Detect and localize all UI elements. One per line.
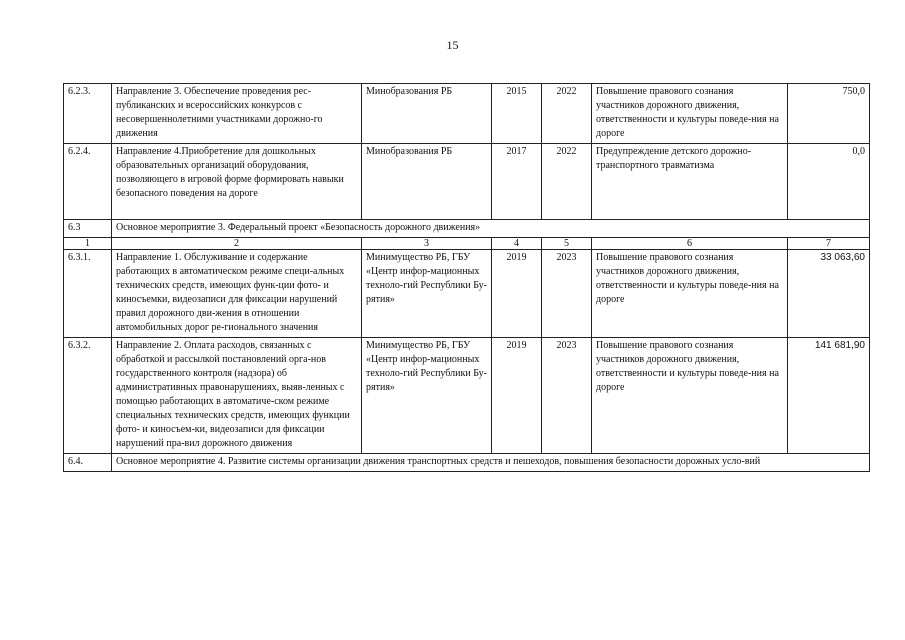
- row-result: Предупреждение детского дорожно-транспортного травматизма: [592, 144, 788, 220]
- row-result: Повышение правового сознания участников дорожного движения, ответственности и культуры поведе-ния на дороге: [592, 338, 788, 454]
- row-code: 6.3.2.: [64, 338, 112, 454]
- table-row: [64, 338, 870, 454]
- row-code: 6.3.1.: [64, 250, 112, 338]
- section-row: [64, 454, 870, 472]
- column-number: 4: [492, 238, 542, 250]
- row-result: Повышение правового сознания участников дорожного движения, ответственности и культуры поведе-ния на дороге: [592, 84, 788, 144]
- program-table: [63, 83, 870, 472]
- column-number: 6: [592, 238, 788, 250]
- row-end-year: 2022: [542, 84, 592, 144]
- row-amount: 141 681,90: [788, 338, 870, 454]
- row-name: Направление 1. Обслуживание и содержание работающих в автоматическом режиме специ-альных технических средств, имеющих функ-ции фото- и киносъемки, видеозаписи для фиксации нарушений правил дорожного дви-жения в отношении автомобильных дорог ре-гионального значения: [112, 250, 362, 338]
- row-start-year: 2019: [492, 338, 542, 454]
- section-row: [64, 220, 870, 238]
- row-start-year: 2017: [492, 144, 542, 220]
- column-number: 3: [362, 238, 492, 250]
- row-name: Направление 3. Обеспечение проведения рес-публиканских и всероссийских конкурсов с несовершеннолетними участниками дорожно-го движения: [112, 84, 362, 144]
- row-executor: Минимущество РБ, ГБУ «Центр инфор-мационных техноло-гий Республики Бу-рятия»: [362, 250, 492, 338]
- row-executor: Минобразования РБ: [362, 84, 492, 144]
- row-name: Направление 4.Приобретение для дошкольных образовательных организаций оборудования, позволяющего в игровой форме формировать навыки безопасного поведения на дороге: [112, 144, 362, 220]
- row-code: 6.2.4.: [64, 144, 112, 220]
- row-executor: Минимущество РБ, ГБУ «Центр инфор-мационных техноло-гий Республики Бу-рятия»: [362, 338, 492, 454]
- column-number: 1: [64, 238, 112, 250]
- row-start-year: 2015: [492, 84, 542, 144]
- section-code: 6.4.: [64, 454, 112, 472]
- row-end-year: 2023: [542, 250, 592, 338]
- section-title: Основное мероприятие 4. Развитие системы организации движения транспортных средств и пешеходов, повышения безопасности дорожных усло-вий: [112, 454, 870, 472]
- column-number: 2: [112, 238, 362, 250]
- column-number: 5: [542, 238, 592, 250]
- table-row: [64, 84, 870, 144]
- row-name: Направление 2. Оплата расходов, связанных с обработкой и рассылкой постановлений орга-нов государственного контроля (надзора) об административных правонарушениях, выяв-ленных с помощью работающих в автоматиче-ском режиме специальных технических средств, имеющих функции фото- и киносъем-ки, видеозаписи для фиксации нарушений пра-вил дорожного движения: [112, 338, 362, 454]
- row-result: Повышение правового сознания участников дорожного движения, ответственности и культуры поведе-ния на дороге: [592, 250, 788, 338]
- row-start-year: 2019: [492, 250, 542, 338]
- row-code: 6.2.3.: [64, 84, 112, 144]
- row-amount: 750,0: [788, 84, 870, 144]
- row-amount: 33 063,60: [788, 250, 870, 338]
- section-title: Основное мероприятие 3. Федеральный проект «Безопасность дорожного движения»: [112, 220, 870, 238]
- column-number: 7: [788, 238, 870, 250]
- row-amount: 0,0: [788, 144, 870, 220]
- row-executor: Минобразования РБ: [362, 144, 492, 220]
- page-number: 15: [446, 38, 459, 52]
- column-number-row: [64, 238, 870, 250]
- row-end-year: 2022: [542, 144, 592, 220]
- section-code: 6.3: [64, 220, 112, 238]
- row-end-year: 2023: [542, 338, 592, 454]
- table-row: [64, 144, 870, 220]
- table-row: [64, 250, 870, 338]
